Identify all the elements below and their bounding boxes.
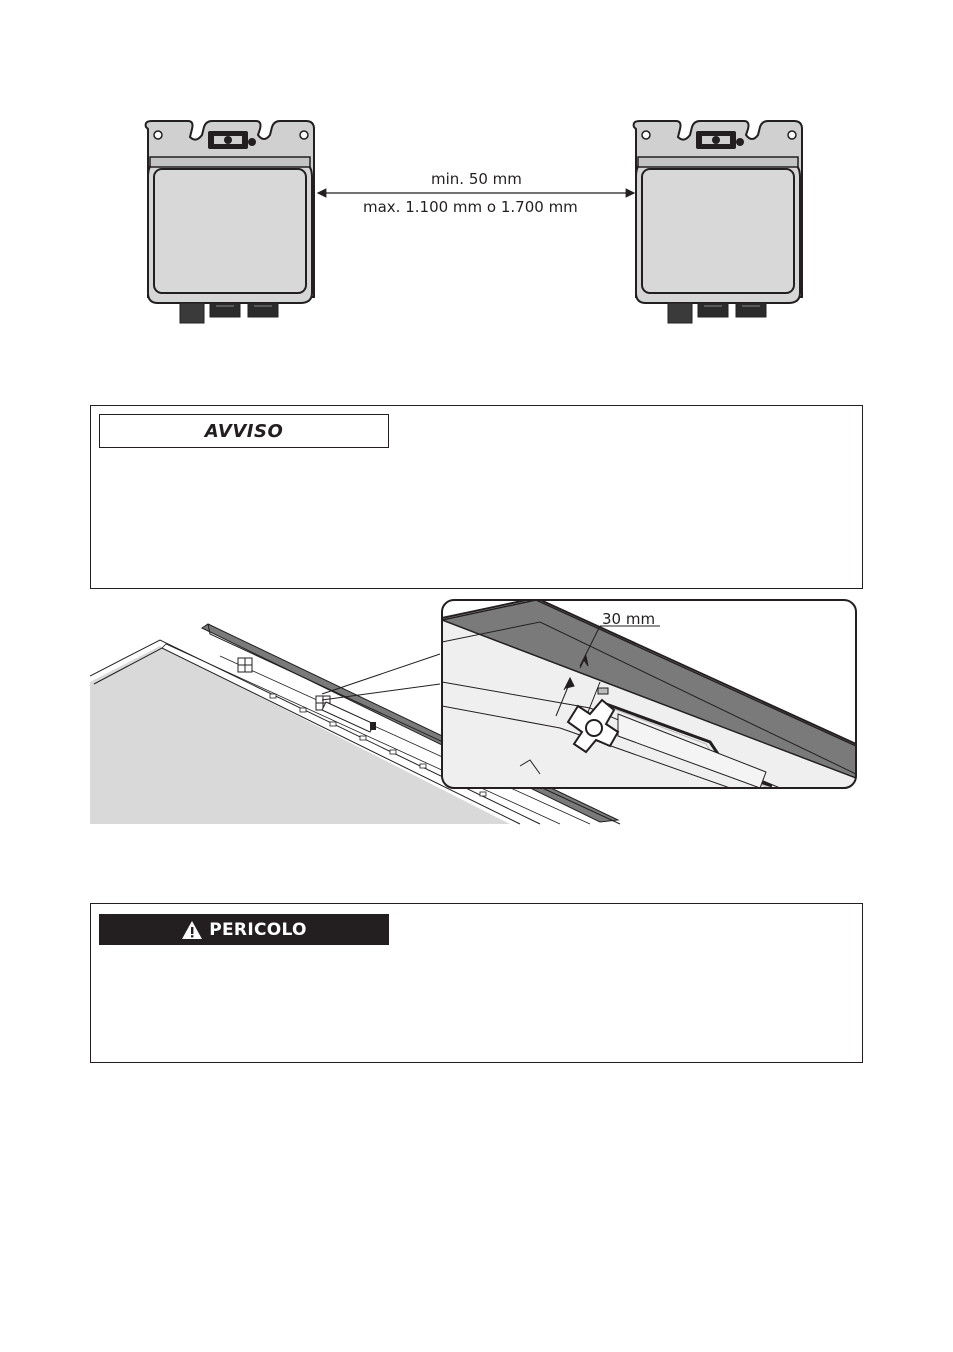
danger-label-text: PERICOLO: [209, 919, 307, 940]
inverter-spacing-figure: [140, 115, 820, 330]
max-spacing-label: max. 1.100 mm o 1.700 mm: [363, 198, 578, 216]
warning-triangle-icon: [181, 920, 203, 940]
inverter-right: [634, 121, 802, 323]
inverter-left: [146, 121, 314, 323]
min-spacing-label: min. 50 mm: [431, 170, 522, 188]
notice-label-text: AVVISO: [204, 420, 284, 442]
notice-box: [90, 405, 863, 589]
notice-label: [99, 414, 389, 448]
danger-label: [99, 914, 389, 945]
danger-box: [90, 903, 863, 1063]
dimension-30mm-label: 30 mm: [602, 610, 656, 628]
rail-mounting-figure: [90, 596, 860, 826]
